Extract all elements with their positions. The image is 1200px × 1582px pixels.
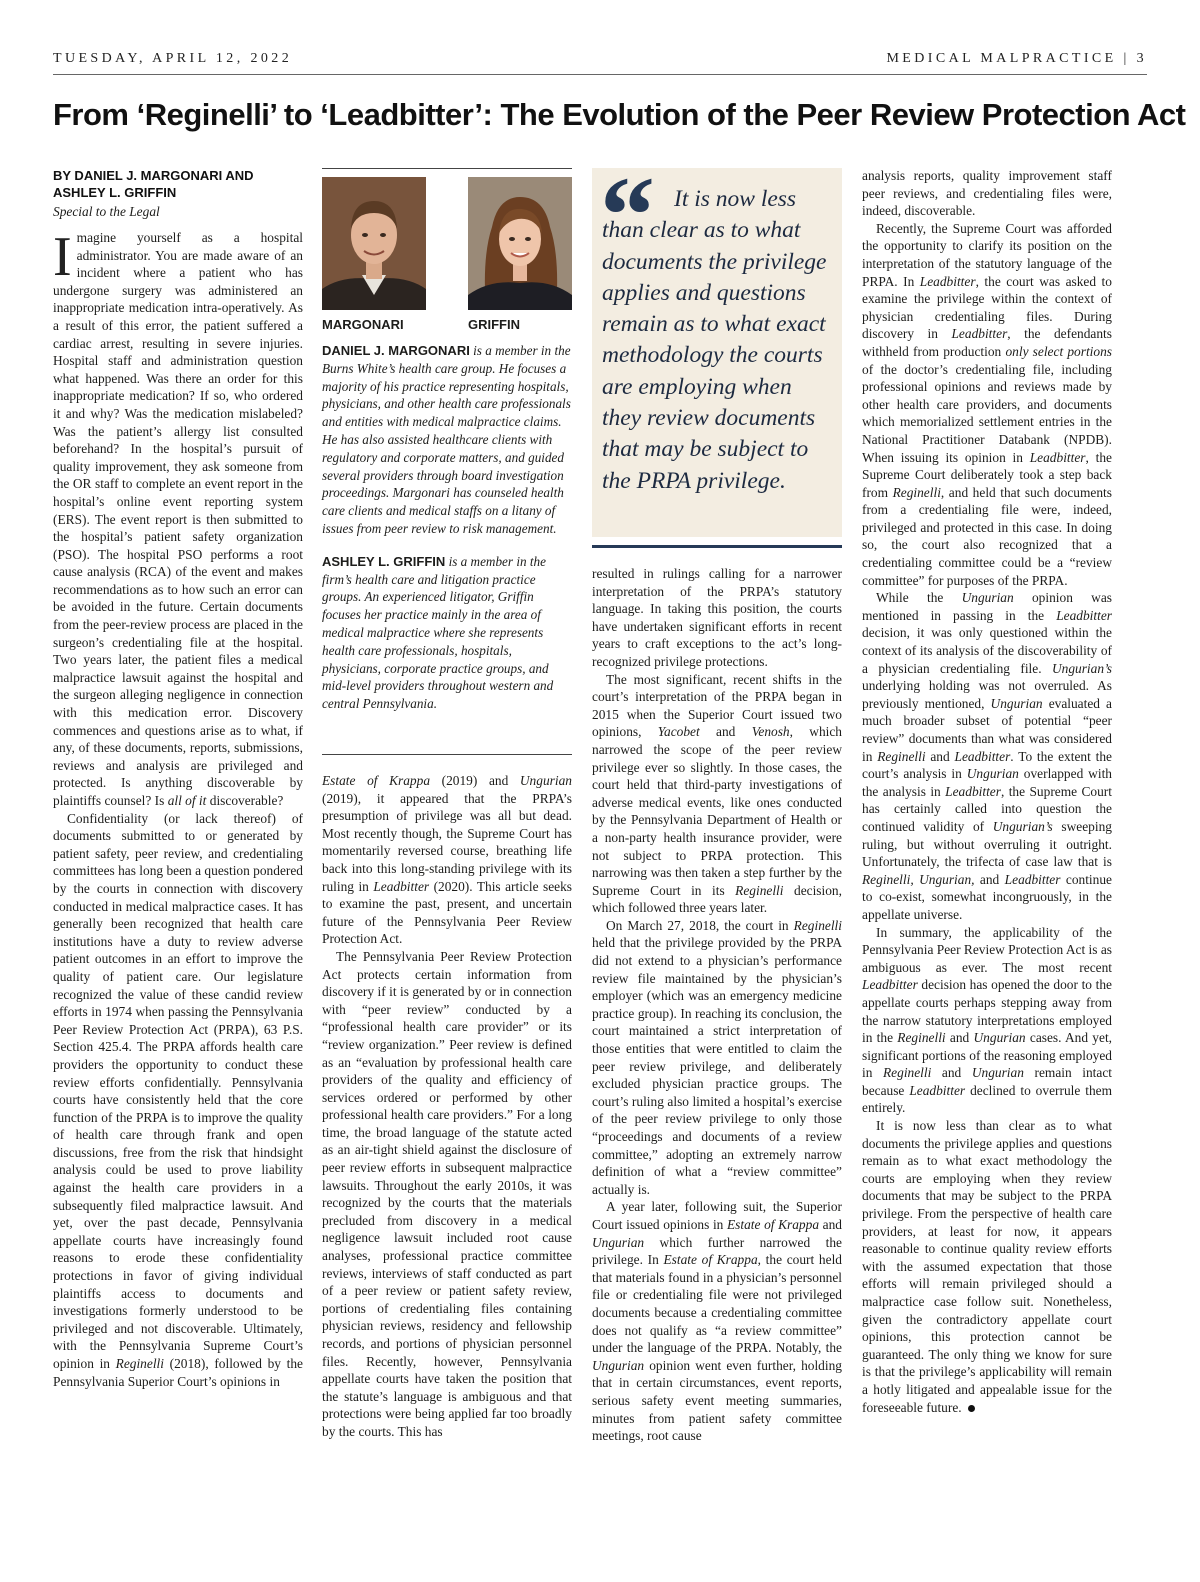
byline-line-2: ASHLEY L. GRIFFIN [53,185,177,200]
article-paragraph: Recently, the Supreme Court was afforded the opportunity to clarify its position on the interpretation of the statutory language of the PRPA. In Leadbitter, the court was asked to examine the privilege within the context of physician credentialing files. During discovery in Leadbitter, the defendants withheld from production only select portions of the doctor’s credentialing file, including professional opinions and reviews made by other health care providers, and documents which memorialized settlement entries in the National Practitioner Databank (NPDB). When issuing its opinion in Leadbitter, the Supreme Court deliberately took a step back from Reginelli, and held that such documents from a credentialing file were, indeed, privileged and protected in this case. In doing so, the court also recognized that a credentialing committee could be a “review committee” for purposes of the PRPA. [862,220,1112,588]
article-paragraph: It is now less than clear as to what documents the privilege applies and questions remain as to what exact methodology the courts are employing when they review documents that may be subject to the PRPA privilege. From the perspective of health care providers, at least for now, it appears reasonable to continue quality review efforts with the assumed expectation that those efforts will remain privileged should a malpractice case follow suit. Nonetheless, given the contradictory appellate court opinions, this protection cannot be guaranteed. The only thing we know for sure is that the privilege’s applicability will remain a hotly litigated and appealable issue for the foreseeable future. [862,1118,1112,1415]
article-paragraph: The most significant, recent shifts in the court’s interpretation of the PRPA began in 2015 when the Superior Court issued two opinions, Yacobet and Venosh, which narrowed the scope of the peer review privilege ever so slightly. In those cases, the court held that third-party investigations of adverse medical events, like ones conducted by the Pennsylvania Department of Health or a non-party health insurance provider, were not subject to PRPA protection. This narrowing was then taken a step further by the Supreme Court in its Reginelli decision, which followed three years later. [592,671,842,916]
author-bios [322,342,572,728]
column-2 [322,772,572,1441]
griffin-headshot [468,177,572,310]
article-paragraph: In summary, the applicability of the Pennsylvania Peer Review Protection Act is as ambiguous as ever. The most recent Leadbitter decision has opened the door to the appellate courts perhaps stepping away from the narrow statutory interpretations employed in the Reginelli and Ungurian cases. And yet, significant portions of the reasoning employed in Reginelli and Ungurian remain intact because Leadbitter declined to overrule them entirely. [862,924,1113,1116]
pull-quote-text: It is now less than clear as to what documents the privilege applies and questions remain as to what exact methodology the courts are employing when they review documents that may be subject to the PRPA privilege. [602,186,827,494]
article-headline: From ‘Reginelli’ to ‘Leadbitter’: The Evolution of the Peer Review Protection Act [53,97,1186,132]
quote-mark-icon: “ [600,154,655,276]
article-paragraph: resulted in rulings calling for a narrower interpretation of the PRPA’s statutory language. In taking this position, the courts have undertaken significant efforts in recent years to craft exceptions to the act’s long-recognized privilege protections. [592,566,842,669]
byline [53,167,303,201]
pull-quote-rule [592,545,842,548]
article-paragraph: analysis reports, quality improvement staff peer reviews, and credentialing files were, indeed, discoverable. [862,168,1112,219]
byline-line-1: BY DANIEL J. MARGONARI AND [53,168,254,183]
margonari-headshot [322,177,426,310]
column-4 [862,167,1112,1416]
photo-caption-griffin: GRIFFIN [468,317,520,332]
article-paragraph: While the Ungurian opinion was mentioned in passing in the Leadbitter decision, it was only questioned within the context of its analysis of the discoverability of a physician credentialing file. Ungurian’s underlying holding was not overruled. As previously mentioned, Ungurian evaluated a much broader subset of potential “peer review” documents than what was considered in Reginelli and Leadbitter. To the extent the court’s analysis in Ungurian overlapped with the analysis in Leadbitter, the Supreme Court has certainly called into question the continued validity of Ungurian’s sweeping ruling, but without overruling it outright. Unfortunately, the trifecta of case law that is Reginelli, Ungurian, and Leadbitter continue to co-exist, somewhat incongruously, in the appellate universe. [862,590,1112,922]
issue-date: TUESDAY, APRIL 12, 2022 [53,51,293,66]
article-paragraph: Estate of Krappa (2019) and Ungurian (2019), it appeared that the PRPA’s presumption of privilege was all but dead. Most recently though, the Supreme Court has momentarily reversed course, breathing life back into this long-standing privilege with its ruling in Leadbitter (2020). This article seeks to examine the past, present, and uncertain future of the Pennsylvania Peer Review Protection Act. [322,773,572,947]
photo-caption-margonari: MARGONARI [322,317,404,332]
byline-credit: Special to the Legal [53,204,160,219]
article-paragraph: The Pennsylvania Peer Review Protection Act protects certain information from discovery if it is generated by or in connection with “peer review” conducted by a “professional health care provider” or its “review organization.” Peer review is defined as an “evaluation by professional health care providers of the quality and efficiency of services ordered or performed by other professional health care providers.” For a long time, the broad language of the statute acted as an air-tight shield against the disclosure of peer review efforts in subsequent malpractice lawsuits. Throughout the early 2010s, it was recognized by the courts that the materials precluded from discovery in a medical negligence lawsuit included root cause analyses, professional practice committee reviews, interviews of staff conducted as part of a peer review or patient safety review, portions of credentialing files containing physician reviews, residency and fellowship records, and portions of physician personnel files. Recently, however, Pennsylvania appellate courts have taken the position that the statute’s language is ambiguous and that protections were being applied far too broadly by the courts. This has [322,948,572,1439]
header-rule [53,74,1147,75]
photo-top-rule [322,168,572,169]
section-page-label: MEDICAL MALPRACTICE | 3 [886,51,1147,66]
bio-margonari: DANIEL J. MARGONARI is a member in the Burns White’s health care group. He focuses a majority of his practice representing hospitals, physicians, and other health care professionals and entities with medical malpractice claims. He has also assisted healthcare clients with regulatory and corporate matters, and guided several providers through board investigation proceedings. Margonari has counseled health care clients and medical staffs on a litany of issues from peer review to risk management. [322,343,571,536]
drop-cap: I [53,226,72,288]
article-paragraph: Imagine yourself as a hospital administrator. You are made aware of an incident where a patient who has undergone surgery was administered an inappropriate medication intra-operatively. As a result of this error, the patient suffered a cardiac arrest, resulting in severe injuries. Hospital staff and administration question what happened. Was there an order for this inappropriate medication? If so, who ordered it and why? Was the medication mislabeled? Was the patient’s allergy list consulted beforehand? In the hospital’s pursuit of quality improvement, they ask someone from the OR staff to complete an event report in the hospital’s online event reporting system (ERS). The event report is then submitted to the hospital’s patient safety organization (PSO). The hospital PSO performs a root cause analysis (RCA) of the event and makes recommendations as to how such an error can be avoided in the future. Certain documents from the peer-review process are placed in the surgeon’s credentialing file at the hospital. Two years later, the patient files a medical malpractice lawsuit against the hospital and the surgeon alleging negligence in connection with this medication error. Discovery commences and questions arise as to what, if any, of these documents, reports, submissions, reviews and analysis are privileged and protected. Is anything discoverable by plaintiffs counsel? Is all of it discoverable? [53,226,303,808]
article-paragraph: On March 27, 2018, the court in Reginelli held that the privilege provided by the PRPA did not extend to a physician’s performance review file maintained by the physician’s employer (which was an emergency medicine practice group). In reaching its conclusion, the court maintained a strict interpretation of those entities that were entitled to claim the peer review privilege, and deliberately excluded physician practice groups. The court’s ruling also limited a hospital’s exercise of the peer review privilege to only those “proceedings and documents of a review committee,” adopting an extremely narrow definition of what a “review committee” actually is. [592,917,842,1197]
column-1 [53,167,303,1390]
bio-griffin: ASHLEY L. GRIFFIN is a member in the firm’s health care and litigation practice groups. An experienced litigator, Griffin focuses her practice mainly in the area of medical malpractice where she represents health care professionals, hospitals, physicians, corporate practice groups, and mid-level providers throughout western and central Pennsylvania. [322,553,554,712]
end-of-article-icon [968,1405,975,1412]
column-3 [592,565,842,1445]
article-paragraph: A year later, following suit, the Superior Court issued opinions in Estate of Krappa and Ungurian which further narrowed the privilege. In Estate of Krappa, the court held that materials found in a physician’s personnel file or credentialing file were not privileged documents because a credentialing committee does not qualify as “a review committee” under the language of the PRPA. Notably, the Ungurian opinion went even further, holding that in certain circumstances, event reports, serious safety event meeting summaries, minutes from patient safety committee meetings, root cause [592,1199,842,1444]
bio-bottom-rule [322,754,572,755]
article-paragraph: Confidentiality (or lack thereof) of documents submitted to or generated by patient safety, peer review, and credentialing committees has long been a question pondered by the courts in connection with discovery conducted in medical malpractice cases. It has generally been recognized that health care institutions have a duty to review adverse patient outcomes in an effort to improve the quality of patient care. Our legislature recognized the value of these candid review efforts in 1974 when passing the Pennsylvania Peer Review Protection Act (PRPA), 63 P.S. Section 425.4. The PRPA affords health care providers the opportunity to conduct these review efforts confidentially. Pennsylvania courts have consistently held that the core function of the PRPA is to improve the quality of health care through frank and open discussions, free from the risk that hindsight analysis could be used to prove liability against the health care providers in a subsequently filed malpractice lawsuit. And yet, over the past decade, Pennsylvania appellate courts have increasingly found reasons to erode these confidentiality protections in favor of giving individual plaintiffs access to documents and investigations formerly understood to be privileged and not discoverable. Ultimately, with the Pennsylvania Supreme Court’s opinion in Reginelli (2018), followed by the Pennsylvania Superior Court’s opinions in [53,810,303,1389]
